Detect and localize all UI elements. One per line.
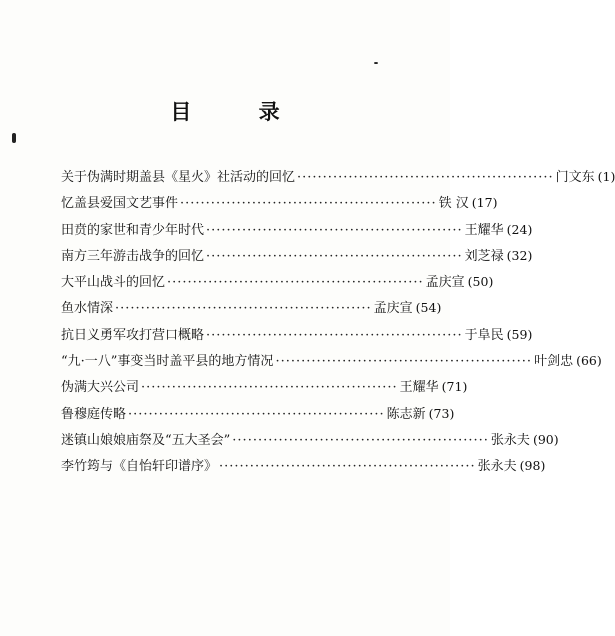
toc-entry[interactable] <box>61 403 455 429</box>
page-title: 目 录 <box>170 100 310 124</box>
entry-page: (90) <box>532 431 559 447</box>
toc-entry[interactable] <box>61 324 533 350</box>
entry-author: 王耀华 <box>399 380 439 396</box>
toc-entry[interactable] <box>61 297 442 323</box>
dot-leader: ·················································· <box>206 248 463 264</box>
scan-speck <box>12 133 16 143</box>
entry-title: 李竹筠与《自怡轩印谱序》 <box>61 459 218 475</box>
entry-title: 抗日义勇军攻打营口概略 <box>61 327 205 343</box>
dot-leader: ·················································· <box>275 354 533 370</box>
toc-entry[interactable] <box>61 271 494 297</box>
entry-title: 忆盖县爱国文艺事件 <box>61 196 179 212</box>
entry-page: (54) <box>415 300 442 316</box>
entry-author: 叶剑忠 <box>534 354 574 370</box>
dot-leader: ·················································· <box>232 432 489 448</box>
entry-page: (1) <box>597 169 615 184</box>
entry-page: (73) <box>428 405 455 421</box>
entry-page: (98) <box>519 458 546 474</box>
dot-leader: ·················································· <box>206 327 463 343</box>
entry-title: 迷镇山娘娘庙祭及“五大圣会” <box>61 432 231 448</box>
entry-page: (17) <box>471 195 498 211</box>
entry-author: 张永夫 <box>477 459 517 475</box>
toc-entry[interactable] <box>61 166 615 192</box>
entry-title: 鲁穆庭传略 <box>61 406 127 422</box>
entry-page: (32) <box>506 247 533 263</box>
dot-leader: ·················································· <box>206 222 463 238</box>
entry-title: 伪满大兴公司 <box>61 380 140 396</box>
entry-title: 鱼水情深 <box>61 301 114 317</box>
entry-title: 关于伪满时期盖县《星火》社活动的回忆 <box>61 170 296 185</box>
entry-page: (66) <box>576 353 602 369</box>
dot-leader: ·················································· <box>219 459 476 475</box>
entry-title: 田贲的家世和青少年时代 <box>61 222 205 238</box>
toc-entry[interactable] <box>61 350 602 376</box>
entry-author: 张永夫 <box>490 432 530 448</box>
entry-title: 大平山战斗的回忆 <box>61 275 166 291</box>
toc-entry[interactable] <box>61 192 498 218</box>
entry-author: 铁 汉 <box>438 196 469 212</box>
scan-speck <box>374 62 378 64</box>
table-of-contents <box>61 166 615 482</box>
dot-leader: ·················································· <box>180 196 437 212</box>
dot-leader: ·················································· <box>167 275 424 291</box>
entry-author: 陈志新 <box>386 406 426 422</box>
entry-page: (71) <box>441 379 468 395</box>
entry-author: 刘芝禄 <box>464 248 504 264</box>
dot-leader: ·················································· <box>128 406 385 422</box>
toc-entry[interactable] <box>61 376 468 402</box>
entry-page: (24) <box>506 221 533 237</box>
dot-leader: ·················································· <box>115 301 372 317</box>
entry-page: (50) <box>467 274 494 290</box>
entry-author: 王耀华 <box>464 222 504 238</box>
toc-entry[interactable] <box>61 219 533 245</box>
toc-entry[interactable] <box>61 455 546 481</box>
entry-author: 孟庆宣 <box>373 301 413 317</box>
entry-title: 南方三年游击战争的回忆 <box>61 248 205 264</box>
toc-entry[interactable] <box>61 429 559 455</box>
entry-page: (59) <box>506 326 533 342</box>
entry-title: “九·一八”事变当时盖平县的地方情况 <box>61 354 274 370</box>
toc-entry[interactable] <box>61 245 533 271</box>
dot-leader: ·················································· <box>141 380 398 396</box>
dot-leader: ·················································· <box>297 170 554 185</box>
entry-author: 于阜民 <box>464 327 504 343</box>
entry-author: 孟庆宣 <box>425 275 465 291</box>
entry-author: 门文东 <box>555 170 595 185</box>
